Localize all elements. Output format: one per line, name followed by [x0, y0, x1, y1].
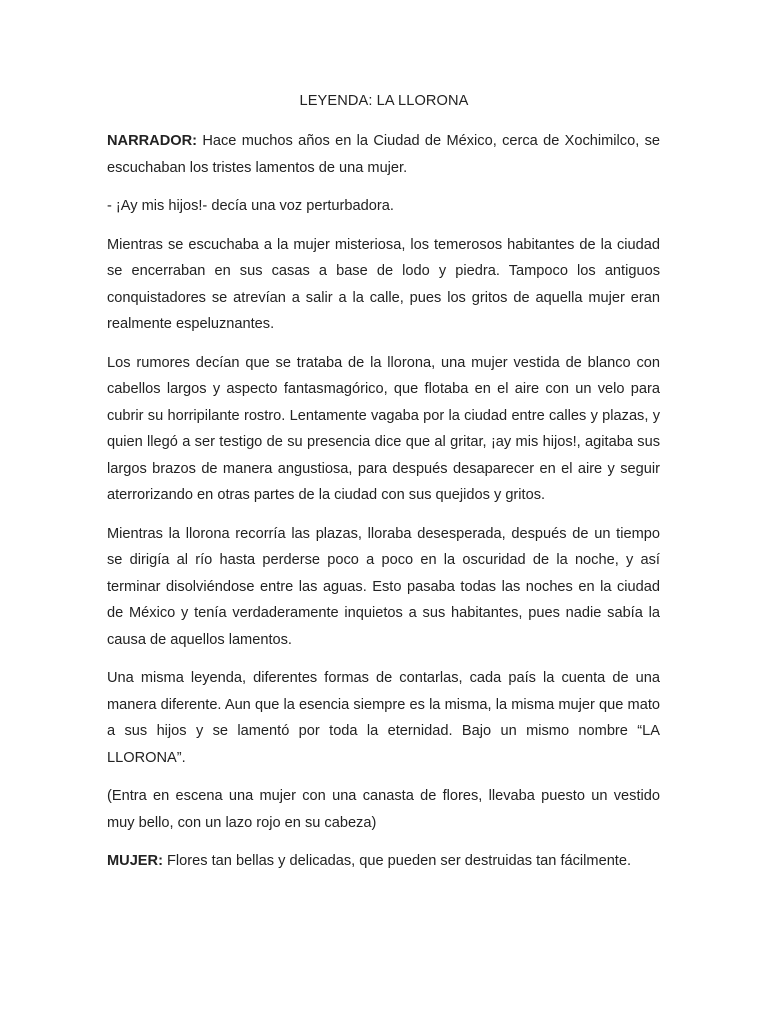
paragraph-text: - ¡Ay mis hijos!- decía una voz perturbadora.: [107, 198, 394, 214]
paragraph-narrator-intro: [107, 128, 660, 181]
paragraph-river: [107, 521, 660, 654]
speaker-label: NARRADOR:: [107, 133, 197, 149]
paragraph-text: (Entra en escena una mujer con una canasta de flores, llevaba puesto un vestido muy bello, con un lazo rojo en su cabeza): [107, 788, 660, 831]
paragraph-text: Flores tan bellas y delicadas, que pueden ser destruidas tan fácilmente.: [162, 853, 632, 869]
document-title: LEYENDA: LA LLORONA: [299, 93, 469, 109]
speaker-label: MUJER:: [107, 853, 163, 869]
paragraph-text: Una misma leyenda, diferentes formas de contarlas, cada país la cuenta de una manera diferente. Aun que la esencia siempre es la misma, la misma mujer que mato a sus hijos y se lamentó por toda la eternidad. Bajo un mismo nombre “LA LLORONA”.: [107, 670, 660, 766]
paragraph-text: Mientras se escuchaba a la mujer misteriosa, los temerosos habitantes de la ciudad se encerraban en sus casas a base de lodo y piedra. Tampoco los antiguos conquistadores se atrevían a salir a la calle, pues los gritos de aquella mujer eran realmente espeluznantes.: [107, 236, 660, 332]
paragraph-rumors: [107, 350, 660, 509]
paragraph-voice: [107, 193, 660, 220]
paragraph-text: Los rumores decían que se trataba de la llorona, una mujer vestida de blanco con cabellos largos y aspecto fantasmagórico, que flotaba en el aire con un velo para cubrir su horripilante rostro. Lentamente vagaba por la ciudad entre calles y plazas, y quien llegó a ser testigo de su presencia dice que al gritar, ¡ay mis hijos!, agitaba sus largos brazos de manera angustiosa, para después desaparecer en el aire y seguir aterrorizando en otras partes de la ciudad con sus quejidos y gritos.: [107, 354, 660, 503]
paragraph-text: Mientras la llorona recorría las plazas, lloraba desesperada, después de un tiempo se dirigía al río hasta perderse poco a poco en la oscuridad de la noche, y así terminar disolviéndose entre las aguas. Esto pasaba todas las noches en la ciudad de México y tenía verdaderamente inquietos a sus habitantes, pues nadie sabía la causa de aquellos lamentos.: [107, 525, 660, 648]
paragraph-legend: [107, 665, 660, 771]
paragraph-text: Hace muchos años en la Ciudad de México, cerca de Xochimilco, se escuchaban los tristes lamentos de una mujer.: [107, 133, 660, 176]
paragraph-inhabitants: [107, 232, 660, 338]
paragraph-mujer: [107, 848, 660, 875]
document-body: [107, 128, 660, 887]
paragraph-stage-direction: [107, 783, 660, 836]
